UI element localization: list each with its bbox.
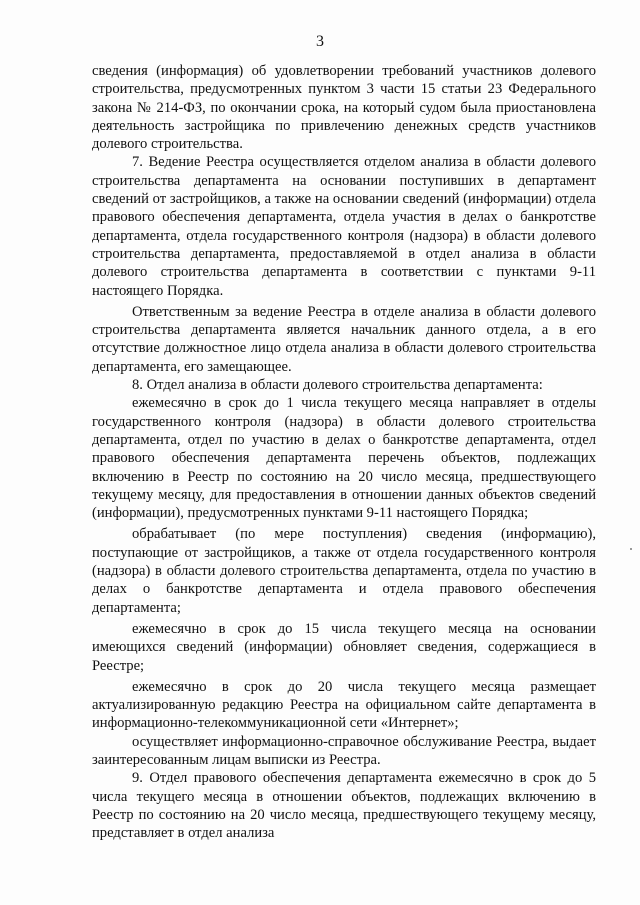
paragraph-item-8-service: осуществляет информационно-справочное обслуживание Реестра, выдает заинтересованным лицам выписки из Реестра. [92,733,596,768]
paragraph-continuation: сведения (информация) об удовлетворении требований участников долевого строительства, предусмотренных пунктом 3 части 15 статьи 23 Федерального закона № 214-ФЗ, по окончании срока, на который судом была приостановлена деятельность застройщика по привлечению денежных средств участников долевого строительства. [92,63,596,153]
paragraph-item-8-processing: обрабатывает (по мере поступления) сведения (информацию), поступающие от застройщиков, а также от отдела государственного контроля (надзора) в области долевого строительства департамента, отдела по участию в делах о банкротстве департамента и отдела правового обеспечения департамента; [92,526,596,616]
page-number: 3 [316,33,324,50]
paragraph-item-8: 8. Отдел анализа в области долевого строительства департамента: [132,377,543,394]
scan-speck [630,548,632,550]
paragraph-item-9: 9. Отдел правового обеспечения департамента ежемесячно в срок до 5 числа текущего месяца в отношении объектов, подлежащих включению в Реестр по состоянию на 20 число месяца, предшествующего текущему месяцу, представляет в отдел анализа [92,770,596,842]
paragraph-responsible: Ответственным за ведение Реестра в отделе анализа в области долевого строительства департамента является начальник данного отдела, а в его отсутствие должностное лицо отдела анализа в области долевого строительства департамента, его замещающее. [92,303,596,375]
paragraph-item-7: 7. Ведение Реестра осуществляется отделом анализа в области долевого строительства департамента на основании поступивших в департамент сведений от застройщиков, а также на основании сведений (информации) отдела правового обеспечения департамента, отдела участия в делах о банкротстве департамента, отдела государственного контроля (надзора) в области долевого строительства департамента, предоставляемой в отдел анализа в области долевого строительства департамента в соответствии с пунктами 9-11 настоящего Порядка. [92,154,596,299]
paragraph-item-8-update: ежемесячно в срок до 15 числа текущего месяца на основании имеющихся сведений (информации) обновляет сведения, содержащиеся в Реестре; [92,620,596,674]
document-body [92,62,596,842]
paragraph-item-8-monthly-list: ежемесячно в срок до 1 числа текущего месяца направляет в отделы государственного контроля (надзора) в области долевого строительства департамента, отдел по участию в делах о банкротстве департамента, отдел правового обеспечения департамента перечень объектов, подлежащих включению в Реестр по состоянию на 20 число месяца, предшествующего текущему месяцу, для предоставления в отношении данных объектов сведений (информации), предусмотренных пунктами 9-11 настоящего Порядка; [92,395,596,522]
paragraph-item-8-publish: ежемесячно в срок до 20 числа текущего месяца размещает актуализированную редакцию Реестра на официальном сайте департамента в информационно-телекоммуникационной сети «Интернет»; [92,678,596,732]
